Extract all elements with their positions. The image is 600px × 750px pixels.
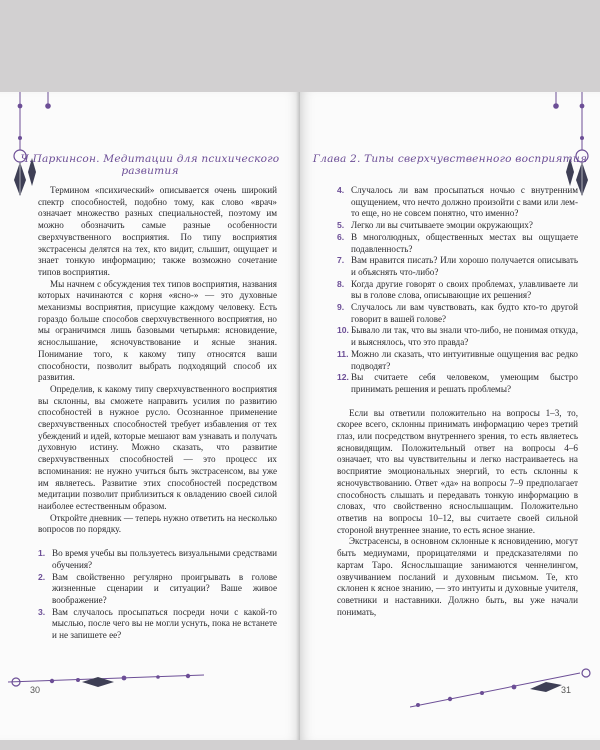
- question-text: Случалось ли вам чувствовать, как будто кто-то другой говорит в вашей голове?: [351, 302, 578, 324]
- question-number: 9.: [337, 302, 345, 313]
- question-item: [337, 349, 578, 372]
- page-number: 31: [561, 685, 572, 695]
- paragraph: Экстрасенсы, в основном склонные к ясновидению, могут быть медиумами, прорицателями и предсказателями по картам Таро. Яснослышащие занимаются ченнелингом, озвучиванием посланий и духовным письмом. Те, кто склонен к ясное знанию, — это интуиты и духовные учителя, советники и наставники. Должно быть, вы уже начали понимать,: [337, 536, 578, 617]
- left-page: [0, 92, 300, 740]
- question-item: [38, 572, 277, 607]
- question-list: [38, 548, 277, 642]
- question-item: [337, 220, 578, 232]
- question-number: 10.: [337, 325, 349, 336]
- question-item: [38, 548, 277, 571]
- paragraph: Определив, к какому типу сверхчувственного восприятия вы склонны, вы сможете направить усилия по развитию способностей в нужное русло. Осознанное применение сверхчувственных способностей требует избавления от тех убеждений и идей, которые мешают вам узнавать и получать духовную истину. Можно сказать, что развитие сверхчувственных способностей — это процесс их вспоминания: не нужно учиться быть экстрасенсом, вы уже им являетесь. Развитие этих способностей посредством медитации позволит приблизиться к овладению своей силой наиболее естественным образом.: [38, 383, 277, 511]
- paragraph: Мы начнем с обсуждения тех типов восприятия, названия которых начинаются с корня «ясно-» — это духовные механизмы восприятия, присущие каждому человеку. Есть гораздо больше способов сверхчувственного восприятия, но мы ограничимся лишь базовыми четырьмя: ясновидение, яснослышание, ясночувствование и ясные знания. Понимание того, к какому типу относятся ваши способности, позволит выбрать подходящий способ их развития.: [38, 278, 277, 383]
- question-number: 12.: [337, 372, 349, 383]
- question-number: 2.: [38, 571, 46, 582]
- left-body-text: [38, 185, 277, 642]
- question-text: Легко ли вы считываете эмоции окружающих?: [351, 220, 533, 231]
- running-head: Глава 2. Типы сверхчувственного восприятия: [312, 153, 588, 165]
- question-list: [337, 185, 578, 396]
- question-text: Вам нравится писать? Или хорошо получается описывать и объяснять что-либо?: [351, 255, 578, 277]
- question-text: В многолюдных, общественных местах вы ощущаете подавленность?: [351, 231, 578, 254]
- right-page: [300, 92, 600, 740]
- question-number: 1.: [38, 548, 46, 559]
- paragraph: Откройте дневник — теперь нужно ответить на несколько вопросов по порядку.: [38, 512, 277, 535]
- question-item: [337, 279, 578, 302]
- question-number: 4.: [337, 185, 345, 195]
- question-number: 6.: [337, 231, 345, 242]
- question-text: Когда другие говорят о своих проблемах, улавливаете ли вы в голове слова, описывающие их решения?: [351, 278, 578, 301]
- question-number: 11.: [337, 348, 349, 359]
- question-number: 5.: [337, 220, 345, 231]
- question-text: Вам случалось просыпаться посреди ночи с какой-то мыслью, после чего вы не могли уснуть, пока не встанете и не запишете ее?: [52, 606, 277, 641]
- question-number: 3.: [38, 606, 46, 617]
- right-body-text: [337, 185, 578, 618]
- question-text: Вам свойственно регулярно проигрывать в голове жизненные сценарии и ситуации? Ваше живое воображение?: [52, 571, 277, 605]
- question-item: [337, 372, 578, 395]
- paragraph: Если вы ответили положительно на вопросы 1–3, то, скорее всего, склонны принимать информацию через третий глаз, или посредством внутреннего зрения, то есть являетесь ясновидящим. Положительный ответ на вопросы 4–6 означает, что вы чувствительны и легко настраиваетесь на восприятие эмоциональных энергий, то есть склонны к ясночувствованию. Ответ «да» на вопросы 7–9 предполагает способность слышать и передавать тонкую информацию в словах, что свойственно яснослышащим. Положительно ответив на вопросы 10–12, вы считаете своей сильной стороной внутреннее знание, то есть ясное знание.: [337, 407, 578, 535]
- question-text: Вы считаете себя человеком, умеющим быстро принимать решения и решать проблемы?: [351, 372, 578, 394]
- question-text: Случалось ли вам просыпаться ночью с внутренним ощущением, что нечто должно произойти с вами или лем-то еще, но не совсем понятно, что именно?: [351, 185, 578, 219]
- question-item: [337, 302, 578, 325]
- question-number: 7.: [337, 255, 345, 266]
- question-item: [337, 325, 578, 348]
- question-item: [38, 607, 277, 642]
- question-item: [337, 255, 578, 278]
- question-item: [337, 185, 578, 220]
- page-number: 30: [30, 685, 41, 695]
- question-text: Бывало ли так, что вы знали что-либо, не понимая откуда, и выяснялось, что это правда?: [351, 325, 578, 348]
- question-number: 8.: [337, 278, 345, 289]
- paragraph: Термином «психический» описывается очень широкий спектр способностей, подобно тому, как слово «врач» означает множество разных специальностей, поэтому им можно обозначить самые разные особенности сверхчувственного восприятия. По типу восприятия экстрасенсы делятся на тех, кто видит, слышит, ощущает и знает тонкую информацию; также возможно сочетание типов восприятия.: [38, 185, 277, 277]
- running-head: Ч.Паркинсон. Медитации для психического развития: [20, 153, 280, 177]
- question-text: Во время учебы вы пользуетесь визуальными средствами обучения?: [52, 548, 277, 570]
- question-item: [337, 232, 578, 255]
- question-text: Можно ли сказать, что интуитивные ощущения вас редко подводят?: [351, 348, 578, 371]
